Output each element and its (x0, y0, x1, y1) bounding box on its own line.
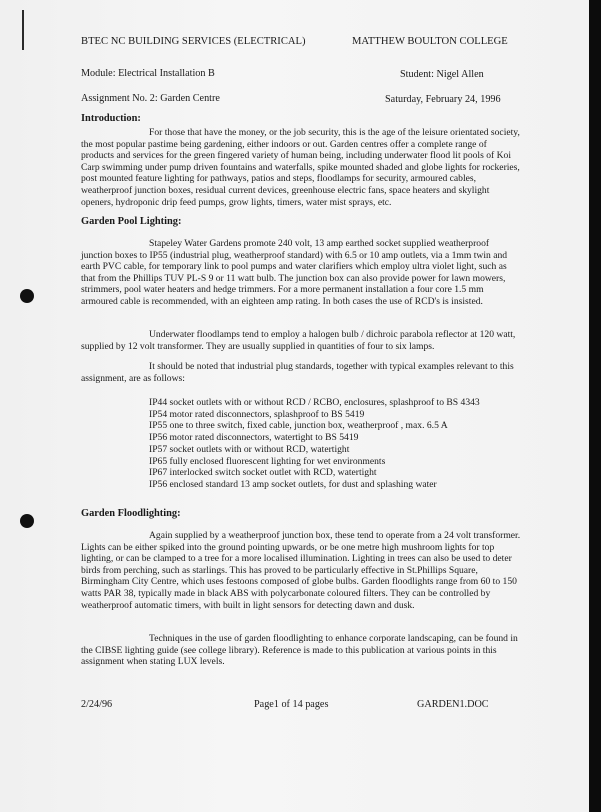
section-heading-introduction: Introduction: (81, 113, 141, 124)
pool-text-3: It should be noted that industrial plug standards, together with typical examples relevant to this assignment, are as follows: (81, 361, 514, 384)
punch-hole-icon (20, 289, 34, 303)
ip-list-item: IP57 socket outlets with or without RCD, watertight (149, 443, 350, 455)
scan-edge (589, 0, 601, 812)
section-heading-floodlighting: Garden Floodlighting: (81, 508, 181, 519)
floodlighting-paragraph-2 (81, 633, 521, 668)
floodlighting-text-1: Again supplied by a weatherproof junction box, these tend to operate from a 24 volt transformer. Lights can be either spiked into the ground pointing upwards, or be one metre high mushroom lights for top lighting, or can be clamped to a tree for a more localised illumination. Lighting in trees can also be used to deter birds from perching, such as starlings. This has proved to be particularly effective in St.Phillips Square, Birmingham City Centre, which uses festoons composed of globe bulbs. Garden floodlights range from 60 to 150 watts PAR 38, typically made in black ABS with polycarbonate coloured filters. They can be controlled by weatherproof automatic timers, with built in light sensors for detecting dawn and dusk. (81, 530, 521, 611)
pool-paragraph-1 (81, 238, 521, 308)
footer-filename: GARDEN1.DOC (417, 699, 489, 710)
course-title: BTEC NC BUILDING SERVICES (ELECTRICAL) (81, 36, 306, 47)
module-label: Module: Electrical Installation B (81, 68, 215, 79)
floodlighting-text-2: Techniques in the use of garden floodlighting to enhance corporate landscaping, can be found in the CIBSE lighting guide (see college library). Reference is made to this publication at various points in this assignment when stating LUX levels. (81, 633, 518, 668)
pool-text-1: Stapeley Water Gardens promote 240 volt, 13 amp earthed socket supplied weatherproof junction boxes to IP55 (industrial plug, weatherproof standard) with 6.5 or 10 amp outlets, via a 1mm twin and earth PVC cable, for temporary link to pool pumps and water clarifiers which employ ultra violet light, such as that from the Phillips TUV PL-S 9 or 11 watt bulb. The junction box can also provide power for lawn mowers, strimmers, pool water heaters and hedge trimmers. For a more permanent installation a four core 1.5 mm armoured cable is recommended, with an eighteen amp rating. In both cases the use of RCD's is insisted. (81, 238, 508, 307)
pool-text-2: Underwater floodlamps tend to employ a halogen bulb / dichroic parabola reflector at 120 watt, supplied by 12 volt transformer. They are usually supplied in quantities of four to six lamps. (81, 329, 516, 352)
pool-paragraph-3 (81, 361, 521, 384)
document-date: Saturday, February 24, 1996 (385, 94, 501, 105)
section-heading-pool-lighting: Garden Pool Lighting: (81, 216, 182, 227)
ip-list-item: IP55 one to three switch, fixed cable, junction box, weatherproof , max. 6.5 A (149, 420, 448, 432)
college-name: MATTHEW BOULTON COLLEGE (352, 36, 508, 47)
ip-list-item: IP54 motor rated disconnectors, splashproof to BS 5419 (149, 408, 365, 420)
margin-mark (22, 10, 24, 50)
punch-hole-icon (20, 514, 34, 528)
floodlighting-paragraph-1 (81, 530, 521, 611)
introduction-text: For those that have the money, or the job security, this is the age of the leisure orientated society, the most popular pastime being gardening, either indoors or out. Garden centres offer a complete range of products and services for the green fingered variety of human being, including underwater flood lit pools of Koi Carp swimming under pump driven fountains and waterfalls, spike mounted shaded and globe lights for rockeries, post mounted feature lighting for pathways, patios and steps, floodlamps for security, armoured cables, weatherproof junction boxes, residual current devices, greenhouse electric fans, space heaters and skylight openers, hydroponic drip feed pumps, grow lights, timers, water mist sprays, etc. (81, 127, 520, 208)
ip-list-item: IP65 fully enclosed fluorescent lighting for wet environments (149, 455, 386, 467)
ip-ratings-list (149, 397, 480, 491)
ip-list-item: IP44 socket outlets with or without RCD / RCBO, enclosures, splashproof to BS 4343 (149, 397, 480, 408)
ip-list-item: IP56 enclosed standard 13 amp socket outlets, for dust and splashing water (149, 478, 437, 490)
footer-date: 2/24/96 (81, 699, 113, 710)
assignment-label: Assignment No. 2: Garden Centre (81, 93, 220, 104)
ip-list-item: IP56 motor rated disconnectors, watertight to BS 5419 (149, 432, 359, 444)
introduction-paragraph (81, 127, 521, 208)
pool-paragraph-2 (81, 329, 521, 352)
footer-page-number: Page1 of 14 pages (254, 699, 329, 710)
ip-list-item: IP67 interlocked switch socket outlet with RCD, watertight (149, 467, 377, 479)
student-label: Student: Nigel Allen (400, 69, 484, 80)
